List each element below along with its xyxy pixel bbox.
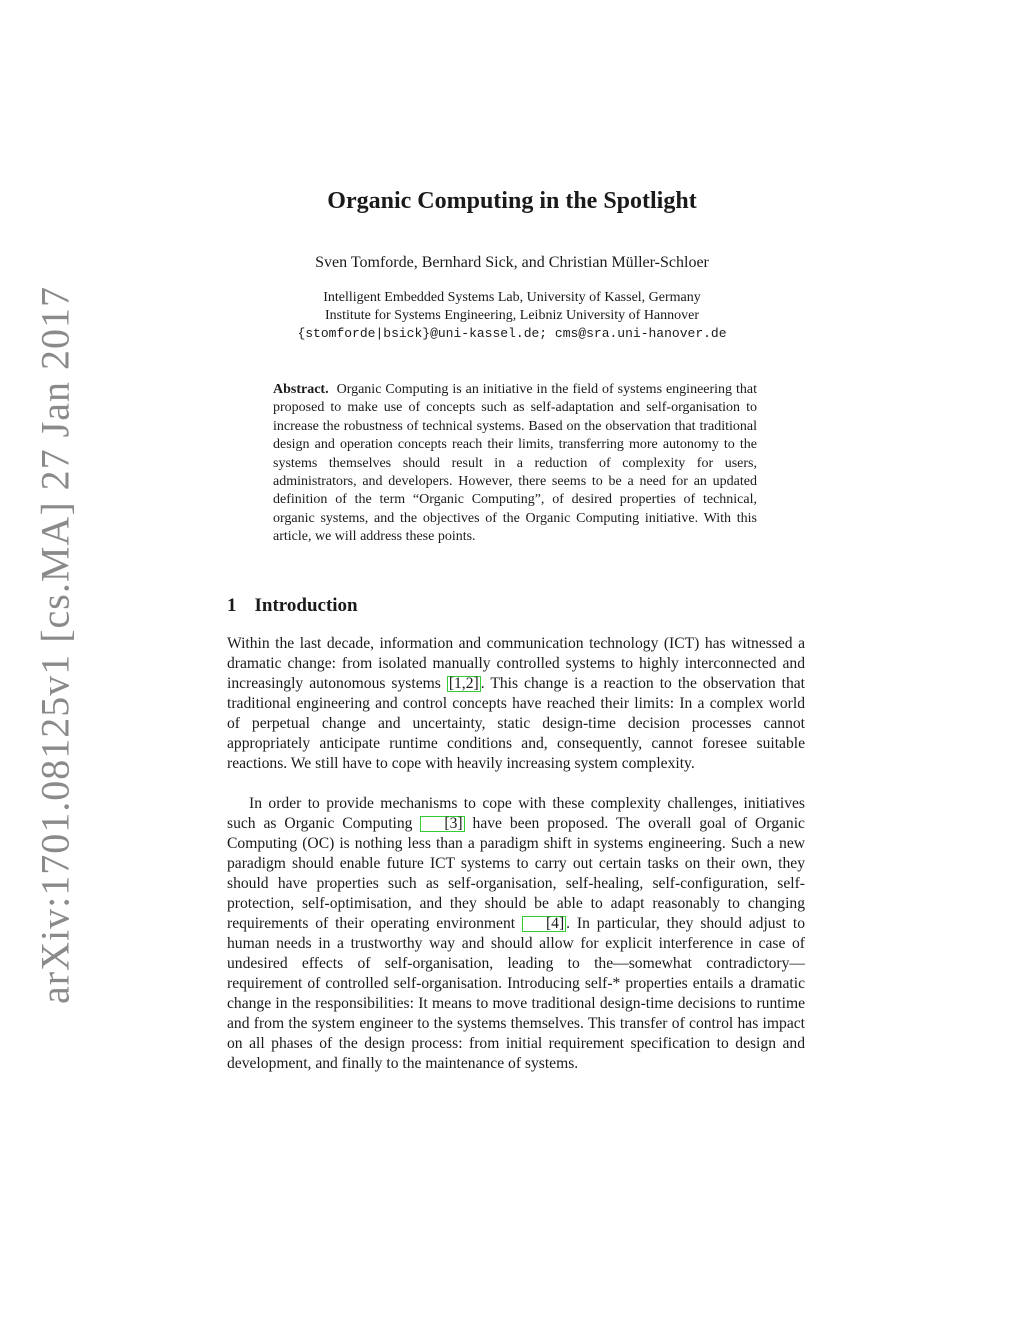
section-number: 1 — [227, 595, 237, 616]
citation-link[interactable]: [3] — [420, 816, 464, 832]
abstract-text: Organic Computing is an initiative in the field of systems engineering that proposed to make use of concepts such as self-adaptation and self-organisation to increase the robustness of technical systems. Based on the observation that traditional design and operation concepts reach their limits, transferring more autonomy to the systems themselves should result in a reduction of complexity for users, administrators, and developers. However, there seems to be a need for an updated definition of the term “Organic Computing”, of desired properties of technical, organic systems, and the objectives of the Organic Computing initiative. With this article, we will address these points. — [273, 382, 758, 545]
paragraph-text: . This change is a reaction to the observation that traditional engineering and control concepts have reached their limits: In a complex world of perpetual change and uncertainty, static design-time decision processes cannot appropriately anticipate runtime conditions and, consequently, cannot foresee suitable reactions. We still have to cope with heavily increasing system complexity. — [227, 675, 805, 772]
paper-title: Organic Computing in the Spotlight — [327, 188, 697, 214]
affiliation-hannover: Institute for Systems Engineering, Leibniz University of Hannover — [324, 308, 700, 323]
section-title: Introduction — [254, 595, 358, 616]
citation-link[interactable]: [4] — [522, 916, 566, 932]
author-emails: {stomforde|bsick}@uni-kassel.de; cms@sra.uni-hanover.de — [297, 326, 727, 341]
paragraph-text: Within the last decade, information and communication technology (ICT) has witnessed a dramatic change: from isolated manually controlled systems to highly interconnected and increasingly autonomous systems — [227, 635, 805, 692]
intro-paragraph-1 — [227, 634, 805, 774]
abstract-label: Abstract. — [273, 382, 329, 397]
author-list: Sven Tomforde, Bernhard Sick, and Christian Müller-Schloer — [315, 254, 709, 271]
paragraph-text: have been proposed. The overall goal of Organic Computing (OC) is nothing less than a paradigm shift in systems engineering. Such a new paradigm should enable future ICT systems to carry out certain tasks on their own, they should have properties such as self-organisation, self-healing, self-configuration, self-protection, self-optimisation, and they should be able to adapt reasonably to changing requirements of their operating environment — [227, 815, 805, 932]
affiliation-kassel: Intelligent Embedded Systems Lab, University of Kassel, Germany — [323, 290, 701, 305]
arxiv-identifier: arXiv:1701.08125v1 [cs.MA] 27 Jan 2017 — [32, 286, 78, 1004]
abstract-block — [273, 381, 757, 547]
paragraph-text: . In particular, they should adjust to human needs in a trustworthy way and should allow for explicit interference in case of undesired effects of self-organisation, leading to the—somewhat contradictory—requirement of controlled self-organisation. Introducing self-* properties entails a dramatic change in the responsibilities: It means to move traditional design-time decisions to runtime and from the system engineer to the systems themselves. This transfer of control has impact on all phases of the design process: from initial requirement specification to design and development, and finally to the maintenance of systems. — [227, 915, 805, 1072]
citation-link[interactable]: [1,2] — [448, 675, 479, 692]
section-heading-introduction — [227, 595, 358, 617]
intro-paragraph-2 — [227, 794, 805, 1074]
arxiv-sidebar-stamp — [30, 286, 80, 1004]
paragraph-text: In order to provide mechanisms to cope with these complexity challenges, initiatives such as Organic Computing — [227, 795, 805, 832]
